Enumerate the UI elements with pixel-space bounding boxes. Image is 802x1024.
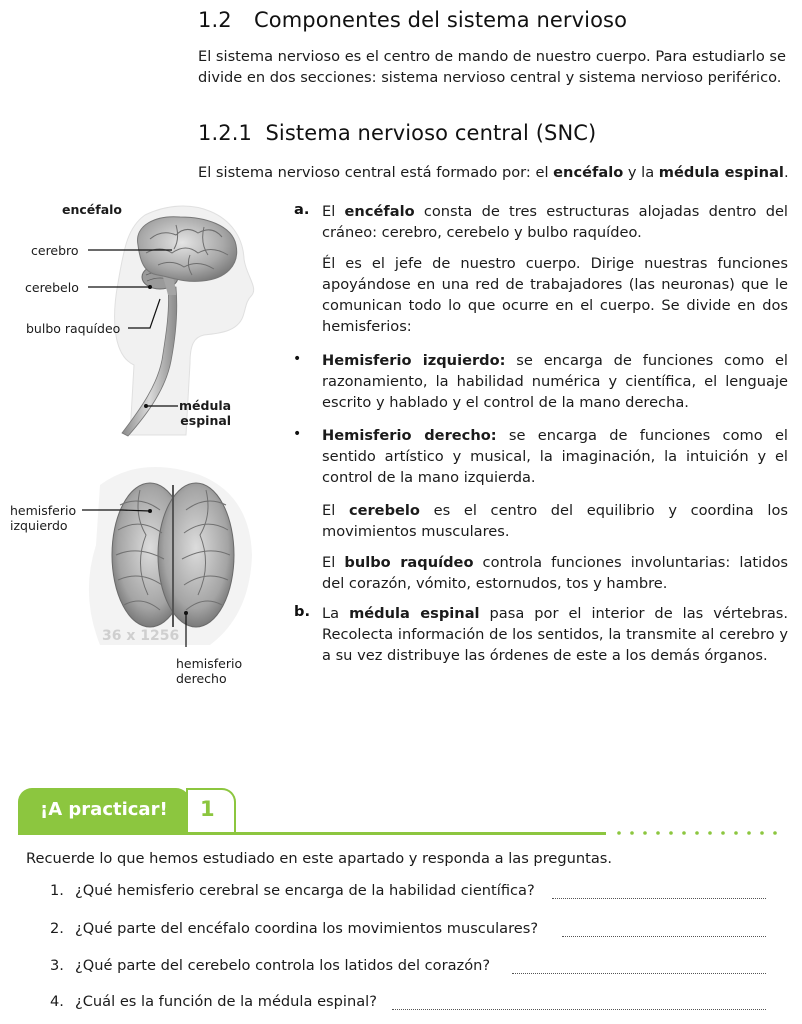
question-2-text: ¿Qué parte del encéfalo coordina los movimientos musculares? [75,920,539,937]
bullet1-bold: Hemisferio izquierdo: [322,352,506,369]
snc-intro-text: El sistema nervioso central está formado por: el [198,164,554,181]
practice-divider [18,832,606,835]
question-4 [50,993,377,1010]
subsection-number: 1.2.1 [198,121,252,145]
item-a-p1-post: consta de tres estructuras alojadas dentro del cráneo: cerebro, cerebelo y bulbo raquídeo. [322,203,788,241]
bullet-hemisferio-derecho [322,425,788,488]
bullet-hemisferio-izquierdo [322,350,788,413]
item-a-marker: a. [294,201,310,218]
item-b-p1 [322,603,788,666]
item-a-p4-post: controla funciones involuntarias: latidos del corazón, vómito, estornudos, tos y hambre. [322,554,788,592]
item-a-p4-bold: bulbo raquídeo [344,554,474,571]
label-hemisferio-der-line1: hemisferio [176,656,243,671]
practice-number: 1 [200,797,215,821]
answer-line-4[interactable] [392,1009,766,1010]
item-a-p1-bold: encéfalo [344,203,415,220]
question-2 [50,920,538,937]
figure-brain-top [0,455,275,675]
item-b-p1-bold: médula espinal [349,605,480,622]
question-3-text: ¿Qué parte del cerebelo controla los latidos del corazón? [75,957,491,974]
label-hemisferio-izq-line2: izquierdo [10,518,68,533]
section-number: 1.2 [198,8,232,32]
section-title: Componentes del sistema nervioso [254,8,628,32]
question-1 [50,882,535,899]
snc-intro [198,162,798,183]
label-bulbo: bulbo raquídeo [26,321,121,336]
item-a-p4-pre: El [322,554,345,571]
question-4-text: ¿Cuál es la función de la médula espinal? [75,993,377,1010]
question-3 [50,957,490,974]
question-2-number: 2. [50,920,64,937]
watermark: 36 x 1256 [102,628,180,644]
item-a-p4 [322,552,788,594]
label-hemisferio-der [176,656,242,686]
section-heading [198,8,627,32]
label-medula-line2: espinal [180,413,232,428]
bullet2-text: se encarga de funciones como el sentido artístico y musical, la imaginación, la intuición y el control de la mano izquierda. [322,427,788,486]
item-a-p3 [322,500,788,542]
question-3-number: 3. [50,957,64,974]
cerebrum [138,217,237,282]
subsection-heading [198,121,596,145]
item-b-p1-post: pasa por el interior de las vértebras. Recolecta información de los sentidos, la transmite al cerebro y a su vez distribuye las órdenes de este a los demás órganos. [322,605,789,664]
question-1-number: 1. [50,882,64,899]
answer-line-3[interactable] [512,973,766,974]
intro-paragraph: El sistema nervioso es el centro de mando de nuestro cuerpo. Para estudiarlo se divide en dos secciones: sistema nervioso central y sistema nervioso periférico. [198,48,787,86]
bullet2-bold: Hemisferio derecho: [322,427,497,444]
bullet-dot-1: • [293,351,302,367]
item-a-p1-pre: El [322,203,345,220]
snc-intro-period: . [783,164,789,181]
question-1-text: ¿Qué hemisferio cerebral se encarga de la habilidad científica? [75,882,535,899]
snc-intro-text-mid: y la [623,164,659,181]
answer-line-1[interactable] [552,898,766,899]
practice-instruction: Recuerde lo que hemos estudiado en este apartado y responda a las preguntas. [26,850,613,867]
subsection-title: Sistema nervioso central (SNC) [265,121,597,145]
label-hemisferio-der-line2: derecho [176,671,227,686]
label-cerebelo: cerebelo [25,280,79,295]
bullet-dot-2: • [293,426,302,442]
item-a-p3-bold: cerebelo [348,502,420,519]
item-a-p3-post: es el centro del equilibrio y coordina los movimientos musculares. [322,502,788,540]
item-a-p3-pre: El [322,502,349,519]
item-a-p2: Él es el jefe de nuestro cuerpo. Dirige nuestras funciones apoyándose en una red de trabajadores (las neuronas) que le comunican todo lo que ocurre en el cuerpo. Se divide en dos hemisferios: [322,255,788,335]
snc-intro-medula: médula espinal [658,164,784,181]
snc-intro-encefalo: encéfalo [553,164,624,181]
practice-dotted-divider [615,829,787,837]
label-medula-line1: médula [179,398,232,413]
question-4-number: 4. [50,993,64,1010]
label-hemisferio-izq [10,503,76,533]
label-cerebro: cerebro [31,243,79,258]
item-b-p1-pre: La [322,605,350,622]
answer-line-2[interactable] [562,936,766,937]
label-medula [179,398,231,428]
label-hemisferio-izq-line1: hemisferio [10,503,77,518]
label-encefalo: encéfalo [62,202,123,217]
item-a-p1 [322,201,788,243]
bullet1-text: se encarga de funciones como el razonamiento, la habilidad numérica y científica, el lenguaje escrito y hablado y el control de la mano derecha. [322,352,788,411]
item-b-marker: b. [294,603,310,620]
practice-title: ¡A practicar! [40,799,168,820]
